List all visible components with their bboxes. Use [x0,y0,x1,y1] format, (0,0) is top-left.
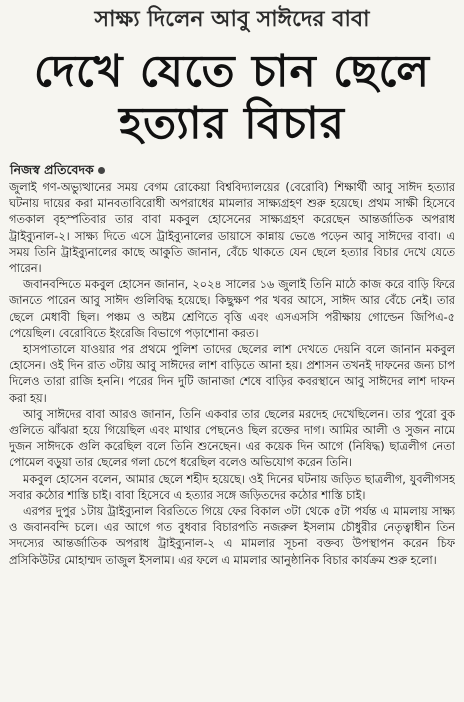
article-headline [0,46,464,150]
paragraph: জুলাই গণ-অভ্যুত্থানের সময় বেগম রোকেয়া বিশ্ববিদ্যালয়ের (বেরোবি) শিক্ষার্থী আবু সাঈদ হত্যার ঘটনায় দায়ের করা মানবতাবিরোধী অপরাধের মামলার সাক্ষ্যগ্রহণ শুরু হয়েছে। প্রথম সাক্ষী হিসেবে গতকাল বৃহস্পতিবার তার বাবা মকবুল হোসেনের সাক্ষ্যগ্রহণ করেছেন আন্তর্জাতিক অপরাধ ট্রাইব্যুনাল-২। সাক্ষ্য দিতে এসে ট্রাইব্যুনালের ডায়াসে কান্নায় ভেঙে পড়েন আবু সাঈদের বাবা। এ সময় তিনি ট্রাইব্যুনালের কাছে আকুতি জানান, বেঁচে থাকতে যেন ছেলে হত্যার বিচার দেখে যেতে পারেন। [9,181,455,276]
byline-text: নিজস্ব প্রতিবেদক [10,162,94,177]
paragraph: মকবুল হোসেন বলেন, আমার ছেলে শহীদ হয়েছে। ওই দিনের ঘটনায় জড়িত ছাত্রলীগ, যুবলীগসহ সবার কঠোর শাস্তি চাই। বাবা হিসেবে এ হত্যার সঙ্গে জড়িতদের কঠোর শাস্তি চাই। [9,472,455,502]
byline [10,162,105,182]
article-kicker: সাক্ষ্য দিলেন আবু সাঈদের বাবা [94,7,370,32]
headline-line-1: দেখে যেতে চান ছেলে [33,46,431,97]
paragraph: এরপর দুপুর ১টায় ট্রাইব্যুনাল বিরতিতে গিয়ে ফের বিকাল ৩টা থেকে ৫টা পর্যন্ত এ মামলায় সাক্ষ্য ও জবানবন্দি চলে। এর আগে গত বুধবার বিচারপতি নজরুল ইসলাম চৌধুরীর নেতৃত্বাধীন তিন সদস্যের আন্তর্জাতিক অপরাধ ট্রাইব্যুনাল-২ এ মামলার সূচনা বক্তব্য উপস্থাপন করেন চিফ প্রসিকিউটর মোহাম্মদ তাজুল ইসলাম। এর ফলে এ মামলার আনুষ্ঠানিক বিচার কার্যক্রম শুরু হলো। [9,505,455,567]
headline-line-2: হত্যার বিচার [119,98,345,149]
paragraph: হাসপাতালে যাওয়ার পর প্রথমে পুলিশ তাদের ছেলের লাশ দেখতে দেয়নি বলে জানান মকবুল হোসেন। ওই দিন রাত ৩টায় আবু সাঈদের লাশ বাড়িতে আনা হয়। প্রশাসন তখনই দাফনের জন্য চাপ দিলেও তারা রাজি হননি। পরের দিন দুটি জানাজা শেষে বাড়ির কবরস্থানে আবু সাঈদের লাশ দাফন করা হয়। [9,343,455,405]
paragraph: আবু সাঈদের বাবা আরও জানান, তিনি একবার তার ছেলের মরদেহ দেখেছিলেন। তার পুরো বুক গুলিতে ঝাঁঝরা হয়ে গিয়েছিল এবং মাথার পেছনেও ছিল রক্তের দাগ। আমির আলী ও সুজন নামে দুজন সাঈদকে গুলি করেছিল বলে তিনি শুনেছেন। এর কয়েক দিন আগে (নিষিদ্ধ) ছাত্রলীগ নেতা পোমেল বড়ুয়া তার ছেলের গলা চেপে ধরেছিল বলেও অভিযোগ করেন তিনি। [9,407,455,470]
paragraph: জবানবন্দিতে মকবুল হোসেন জানান, ২০২৪ সালের ১৬ জুলাই তিনি মাঠে কাজ করে বাড়ি ফিরে জানতে পারেন আবু সাঈদ গুলিবিদ্ধ হয়েছে। কিছুক্ষণ পর খবর আসে, সাঈদ আর বেঁচে নেই। তার ছেলে মেধাবী ছিল। পঞ্চম ও অষ্টম শ্রেণিতে বৃত্তি এবং এসএসসি পরীক্ষায় গোল্ডেন জিপিএ-৫ পেয়েছিল। বেরোবিতে ইংরেজি বিভাগে পড়াশোনা করত। [9,278,455,340]
article-body [9,180,455,696]
bullet-icon [98,167,105,174]
